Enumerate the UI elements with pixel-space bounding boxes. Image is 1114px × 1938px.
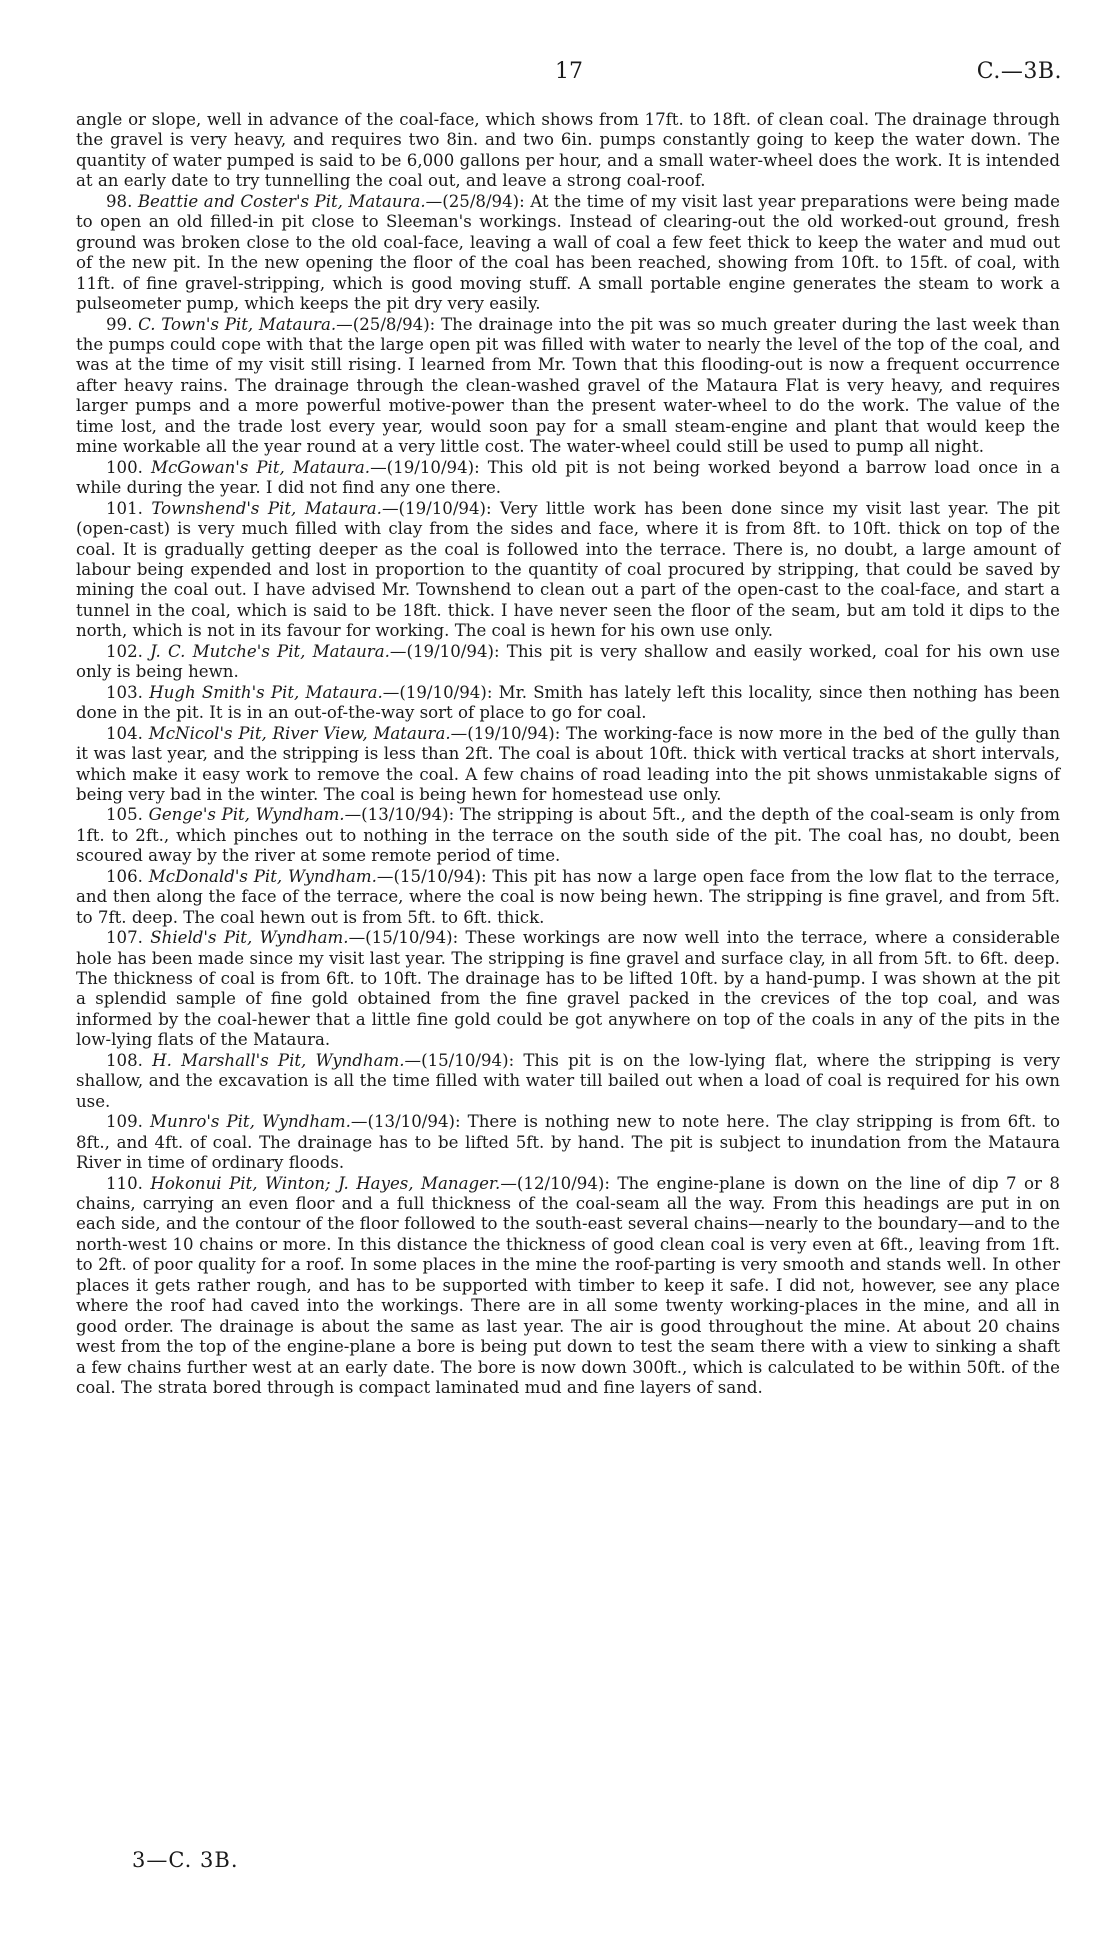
pit-entry-101 — [76, 499, 1060, 642]
entry-title: Townshend's Pit, Mataura. — [151, 498, 382, 518]
entry-text: —(19/10/94): This pit is very shallow and easily worked, coal for his own use only is being hewn. — [76, 641, 1060, 682]
page-number: 17 — [555, 59, 583, 84]
entry-text: —(25/8/94): The drainage into the pit was so much greater during the last week than the pumps could cope with that the large open pit was filled with water to nearly the level of the top of the coal, and was at the time of my visit still rising. I learned from Mr. Town that this flooding-out is now a frequent occurrence after heavy rains. The drainage through the clean-washed gravel of the Mataura Flat is very heavy, and requires larger pumps and a more powerful motive-power than the present water-wheel to do the work. The value of the time lost, and the trade lost every year, would soon pay for a small steam-engine and plant that would keep the mine workable all the year round at a very little cost. The water-wheel could still be used to pump all night. — [76, 314, 1060, 457]
entry-title: Shield's Pit, Wyndham. — [150, 928, 349, 948]
entry-title: Hokonui Pit, Winton; J. Hayes, Manager. — [150, 1173, 501, 1193]
entry-title: Hugh Smith's Pit, Mataura. — [149, 682, 383, 702]
entry-number: 98. — [106, 191, 133, 211]
pit-entry-104 — [76, 724, 1060, 806]
entry-text: —(19/10/94): The working-face is now more in the bed of the gully than it was last year, and the stripping is less than 2ft. The coal is about 10ft. thick with vertical tracks at short intervals, which make it easy work to remove the coal. A few chains of road leading into the pit shows unmistakable signs of being very bad in the winter. The coal is being hewn for homestead use only. — [76, 723, 1061, 804]
entry-title: H. Marshall's Pit, Wyndham. — [152, 1050, 405, 1070]
entry-number: 108. — [106, 1050, 143, 1070]
pit-entry-109 — [76, 1112, 1060, 1173]
pit-entry-98 — [76, 192, 1060, 315]
entry-number: 104. — [106, 723, 143, 743]
entry-title: Genge's Pit, Wyndham. — [148, 805, 345, 825]
entry-title: J. C. Mutche's Pit, Mataura. — [150, 641, 390, 661]
pit-entry-99 — [76, 315, 1060, 458]
entry-text: —(19/10/94): Mr. Smith has lately left this locality, since then nothing has been done in the pit. It is in an out-of-the-way sort of place to go for coal. — [76, 682, 1060, 723]
pit-entry-103 — [76, 683, 1060, 724]
entry-text: —(15/10/94): This pit is on the low-lying flat, where the stripping is very shallow, and the excavation is all the time filled with water till bailed out when a load of coal is required for his own use. — [76, 1050, 1060, 1111]
entry-text: —(19/10/94): This old pit is not being worked beyond a barrow load once in a while during the year. I did not find any one there. — [76, 457, 1060, 498]
entry-number: 107. — [106, 928, 143, 948]
entry-text: —(12/10/94): The engine-plane is down on the line of dip 7 or 8 chains, carrying an even floor and a full thickness of the coal-seam all the way. From this headings are put in on each side, and the contour of the floor followed to the south-east several chains—nearly to the boundary—and to the north-west 10 chains or more. In this distance the thickness of good clean coal is very even at 6ft., leaving from 1ft. to 2ft. of poor quality for a roof. In some places in the mine the roof-parting is very smooth and stands well. In other places it gets rather rough, and has to be supported with timber to keep it safe. I did not, however, see any place where the roof had caved into the workings. There are in all some twenty working-places in the mine, and all in good order. The drainage is about the same as last year. The air is good throughout the mine. At about 20 chains west from the top of the engine-plane a bore is being put down to test the seam there with a view to sinking a shaft a few chains further west at an early date. The bore is now down 300ft., which is calculated to be within 50ft. of the coal. The strata bored through is compact laminated mud and fine layers of sand. — [76, 1173, 1060, 1398]
pit-entry-102 — [76, 642, 1060, 683]
pit-entry-108 — [76, 1051, 1060, 1112]
entry-text: —(13/10/94): There is nothing new to note here. The clay stripping is from 6ft. to 8ft., and 4ft. of coal. The drainage has to be lifted 5ft. by hand. The pit is subject to inundation from the Mataura River in time of ordinary floods. — [76, 1112, 1060, 1173]
pit-entry-106 — [76, 867, 1060, 928]
entry-number: 101. — [106, 498, 143, 518]
entry-number: 105. — [106, 805, 143, 825]
document-code: C.—3B. — [976, 59, 1062, 84]
entry-title: McGowan's Pit, Mataura. — [150, 457, 371, 477]
entry-number: 99. — [106, 314, 133, 334]
entry-number: 103. — [106, 682, 143, 702]
entry-number: 110. — [106, 1173, 143, 1193]
pit-entry-107 — [76, 928, 1060, 1051]
report-body — [76, 110, 1060, 1399]
entry-text: —(19/10/94): Very little work has been done since my visit last year. The pit (open-cast) is very much filled with clay from the sides and face, where it is from 8ft. to 10ft. thick on top of the coal. It is gradually getting deeper as the coal is followed into the terrace. There is, no doubt, a large amount of labour being expended and lost in proportion to the quantity of coal procured by stripping, that could be saved by mining the coal out. I have advised Mr. Townshend to clean out a part of the open-cast to the coal-face, and start a tunnel in the coal, which is said to be 18ft. thick. I have never seen the floor of the seam, but am told it dips to the north, which is not in its favour for working. The coal is hewn for his own use only. — [76, 498, 1060, 641]
entry-text: —(15/10/94): This pit has now a large open face from the low flat to the terrace, and then along the face of the terrace, where the coal is now being hewn. The stripping is fine gravel, and from 5ft. to 7ft. deep. The coal hewn out is from 5ft. to 6ft. thick. — [76, 866, 1060, 927]
entry-text: —(13/10/94): The stripping is about 5ft., and the depth of the coal-seam is only from 1ft. to 2ft., which pinches out to nothing in the terrace on the south side of the pit. The coal has, no doubt, been scoured away by the river at some remote period of time. — [76, 805, 1060, 866]
entry-text: —(25/8/94): At the time of my visit last year preparations were being made to open an old filled-in pit close to Sleeman's workings. Instead of clearing-out the old worked-out ground, fresh ground was broken close to the old coal-face, leaving a wall of coal a few feet thick to keep the water and mud out of the new pit. In the new opening the floor of the coal has been reached, showing from 10ft. to 15ft. of coal, with 11ft. of fine gravel-stripping, which is good moving stuff. A small portable engine generates the steam to work a pulseometer pump, which keeps the pit dry very easily. — [76, 191, 1060, 314]
entry-number: 106. — [106, 866, 143, 886]
entry-number: 100. — [106, 457, 143, 477]
sheet-signature: 3—C. 3B. — [132, 1848, 239, 1872]
entry-title: Munro's Pit, Wyndham. — [150, 1112, 351, 1132]
entry-title: McDonald's Pit, Wyndham. — [148, 866, 377, 886]
page-header — [76, 55, 1062, 89]
entry-title: McNicol's Pit, River View, Mataura. — [148, 723, 451, 743]
pit-entry-100 — [76, 458, 1060, 499]
entry-title: C. Town's Pit, Mataura. — [138, 314, 337, 334]
pit-entry-110 — [76, 1174, 1060, 1399]
entry-title: Beattie and Coster's Pit, Mataura. — [137, 191, 426, 211]
pit-entry-105 — [76, 805, 1060, 866]
entry-number: 102. — [106, 641, 143, 661]
continuation-paragraph: angle or slope, well in advance of the coal-face, which shows from 17ft. to 18ft. of clean coal. The drainage through the gravel is very heavy, and requires two 8in. and two 6in. pumps constantly going to keep the water down. The quantity of water pumped is said to be 6,000 gallons per hour, and a small water-wheel does the work. It is intended at an early date to try tunnelling the coal out, and leave a strong coal-roof. — [76, 110, 1060, 191]
entry-text: —(15/10/94): These workings are now well into the terrace, where a considerable hole has been made since my visit last year. The stripping is fine gravel and surface clay, in all from 5ft. to 6ft. deep. The thickness of coal is from 6ft. to 10ft. The drainage has to be lifted 10ft. by a hand-pump. I was shown at the pit a splendid sample of fine gold obtained from the fine gravel packed in the crevices of the top coal, and was informed by the coal-hewer that a little fine gold could be got anywhere on top of the coals in any of the pits in the low-lying flats of the Mataura. — [76, 928, 1060, 1050]
entry-number: 109. — [106, 1112, 143, 1132]
